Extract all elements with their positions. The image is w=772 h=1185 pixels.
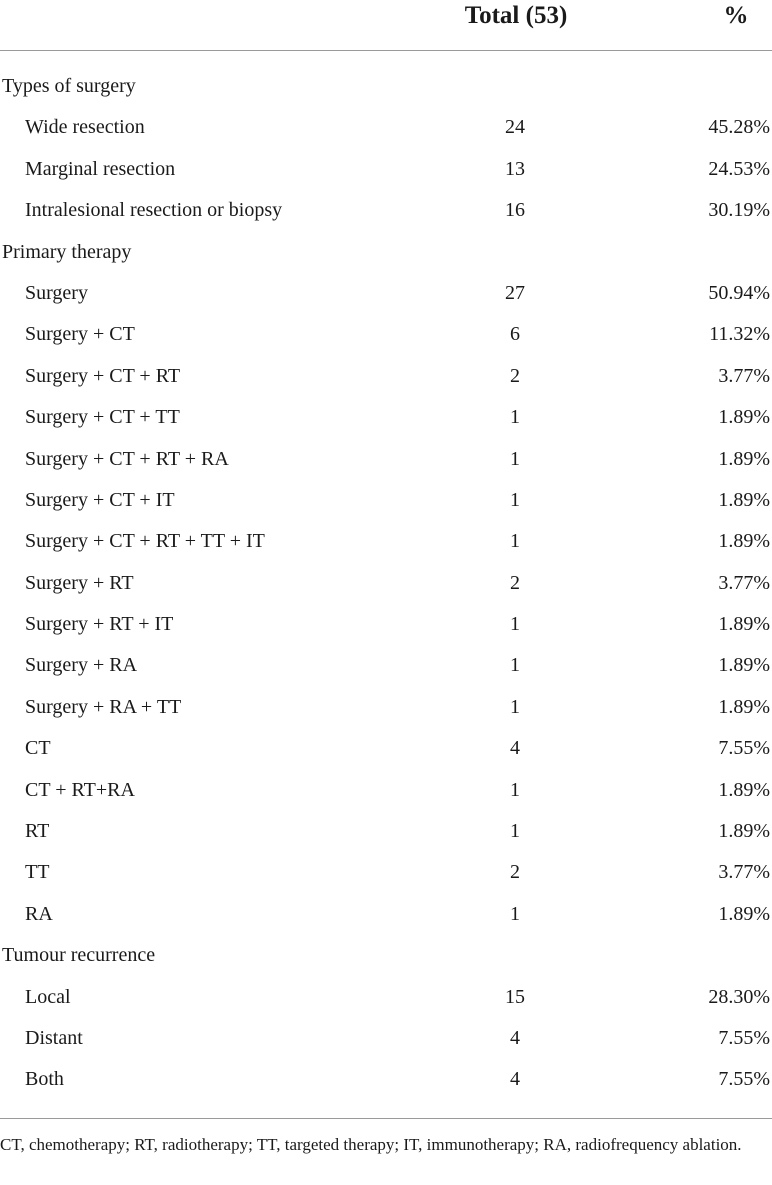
- header-percent: %: [723, 2, 749, 29]
- row-percent: 45.28%: [708, 116, 770, 139]
- section-header-row: [0, 66, 772, 107]
- row-percent: 30.19%: [708, 199, 770, 222]
- table-row: [0, 645, 772, 686]
- row-label: Surgery + RA: [25, 654, 138, 677]
- section-header-row: [0, 935, 772, 976]
- table-row: [0, 521, 772, 562]
- row-label: Surgery + CT + RT + TT + IT: [25, 530, 265, 553]
- row-percent: 7.55%: [718, 1026, 770, 1049]
- table-row: [0, 604, 772, 645]
- table-row: [0, 190, 772, 231]
- table-row: [0, 439, 772, 480]
- table-row: [0, 397, 772, 438]
- table-row: [0, 728, 772, 769]
- section-label: Tumour recurrence: [2, 944, 156, 967]
- row-total: 1: [510, 488, 520, 511]
- row-percent: 1.89%: [718, 820, 770, 843]
- row-percent: 1.89%: [718, 406, 770, 429]
- table-bottom-rule: [0, 1118, 772, 1119]
- row-total: 1: [510, 406, 520, 429]
- table-row: [0, 149, 772, 190]
- row-percent: 1.89%: [718, 778, 770, 801]
- row-label: Marginal resection: [25, 157, 176, 180]
- row-total: 2: [510, 364, 520, 387]
- table-row: [0, 314, 772, 355]
- table-row: [0, 977, 772, 1018]
- row-label: Surgery + CT + IT: [25, 488, 175, 511]
- section-label: Primary therapy: [2, 240, 132, 263]
- row-percent: 11.32%: [709, 323, 770, 346]
- row-total: 6: [510, 323, 520, 346]
- row-total: 15: [505, 985, 525, 1008]
- row-label: Surgery + RT: [25, 571, 134, 594]
- table-row: [0, 1059, 772, 1100]
- row-percent: 7.55%: [718, 737, 770, 760]
- row-percent: 3.77%: [718, 364, 770, 387]
- row-label: Local: [25, 985, 71, 1008]
- row-label: RA: [25, 902, 53, 925]
- table-row: [0, 107, 772, 148]
- row-label: Both: [25, 1068, 64, 1091]
- section-label: Types of surgery: [2, 75, 136, 97]
- row-percent: 3.77%: [718, 571, 770, 594]
- row-total: 4: [510, 1068, 520, 1091]
- row-total: 16: [505, 199, 525, 222]
- row-percent: 1.89%: [718, 695, 770, 718]
- row-percent: 24.53%: [708, 157, 770, 180]
- header-total: Total (53): [464, 2, 568, 29]
- table-row: [0, 770, 772, 811]
- row-percent: 1.89%: [718, 447, 770, 470]
- row-percent: 1.89%: [718, 613, 770, 636]
- row-percent: 1.89%: [718, 488, 770, 511]
- row-total: 1: [510, 530, 520, 553]
- row-total: 1: [510, 654, 520, 677]
- row-label: RT: [25, 820, 50, 843]
- row-label: Surgery + RT + IT: [25, 613, 174, 636]
- row-label: Surgery + CT + TT: [25, 406, 180, 429]
- row-percent: 1.89%: [718, 654, 770, 677]
- table-row: [0, 852, 772, 893]
- table-row: [0, 563, 772, 604]
- table-row: [0, 480, 772, 521]
- row-label: Surgery + CT + RT: [25, 364, 181, 387]
- table-header: [0, 0, 772, 51]
- table-row: [0, 687, 772, 728]
- row-total: 1: [510, 778, 520, 801]
- row-label: Wide resection: [25, 116, 145, 139]
- row-total: 13: [505, 157, 525, 180]
- table-row: [0, 894, 772, 935]
- row-label: Distant: [25, 1026, 83, 1049]
- row-total: 1: [510, 447, 520, 470]
- row-total: 2: [510, 861, 520, 884]
- row-total: 1: [510, 695, 520, 718]
- row-label: Surgery + CT: [25, 323, 135, 346]
- row-percent: 1.89%: [718, 530, 770, 553]
- row-label: CT: [25, 737, 51, 760]
- row-total: 4: [510, 1026, 520, 1049]
- section-header-row: [0, 232, 772, 273]
- table-row: [0, 1018, 772, 1059]
- table-row: [0, 273, 772, 314]
- row-label: Surgery: [25, 281, 88, 304]
- row-total: 1: [510, 820, 520, 843]
- row-total: 27: [505, 281, 525, 304]
- table-row: [0, 811, 772, 852]
- row-total: 1: [510, 902, 520, 925]
- row-label: CT + RT+RA: [25, 778, 135, 801]
- table-row: [0, 356, 772, 397]
- row-total: 2: [510, 571, 520, 594]
- table-body: [0, 66, 772, 1101]
- row-percent: 1.89%: [718, 902, 770, 925]
- row-label: Surgery + RA + TT: [25, 695, 182, 718]
- row-percent: 3.77%: [718, 861, 770, 884]
- row-label: Intralesional resection or biopsy: [25, 199, 283, 222]
- row-percent: 28.30%: [708, 985, 770, 1008]
- row-total: 24: [505, 116, 525, 139]
- row-percent: 7.55%: [718, 1068, 770, 1091]
- row-total: 4: [510, 737, 520, 760]
- row-label: Surgery + CT + RT + RA: [25, 447, 229, 470]
- row-total: 1: [510, 613, 520, 636]
- row-label: TT: [25, 861, 50, 884]
- row-percent: 50.94%: [708, 281, 770, 304]
- table-footnote: CT, chemotherapy; RT, radiotherapy; TT, targeted therapy; IT, immunotherapy; RA, radiofrequency ablation.: [0, 1135, 742, 1154]
